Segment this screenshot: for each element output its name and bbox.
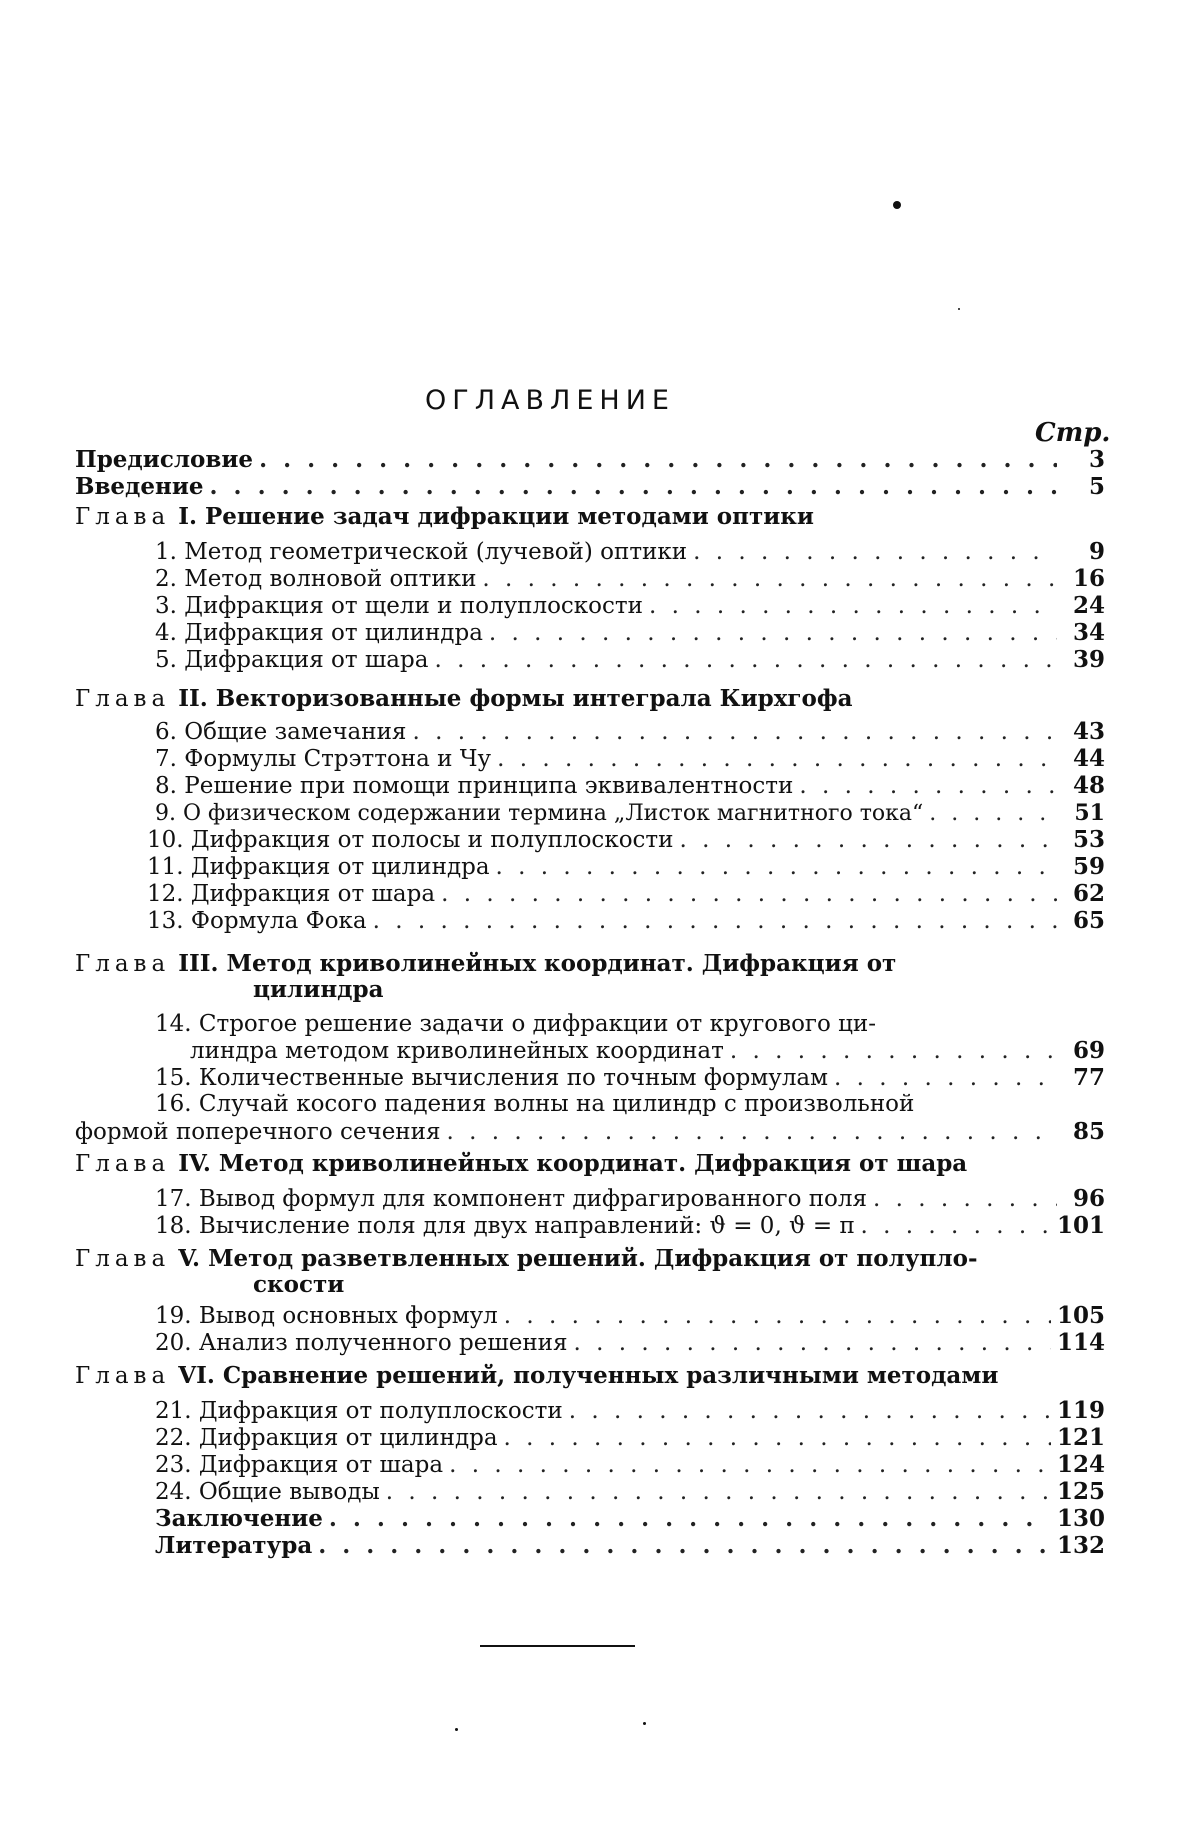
dot-leader bbox=[329, 1504, 1051, 1534]
entry-label: 8. Решение при помощи принципа эквивалентности bbox=[155, 773, 794, 799]
chapter-heading-3 bbox=[75, 950, 896, 978]
scan-speck bbox=[893, 201, 901, 209]
entry-label: 21. Дифракция от полуплоскости bbox=[155, 1398, 563, 1424]
entry-page: 124 bbox=[1056, 1451, 1105, 1478]
dot-leader bbox=[446, 1117, 1057, 1147]
toc-entry-2[interactable] bbox=[155, 564, 1105, 594]
entry-label: 20. Анализ полученного решения bbox=[155, 1330, 568, 1356]
dot-leader bbox=[210, 472, 1057, 502]
entry-page: 44 bbox=[1072, 745, 1105, 772]
toc-entry-4[interactable] bbox=[155, 618, 1105, 648]
entry-label: 4. Дифракция от цилиндра bbox=[155, 620, 483, 646]
dot-leader bbox=[861, 1211, 1051, 1241]
toc-entry-22[interactable] bbox=[155, 1423, 1105, 1453]
chapter-heading-4 bbox=[75, 1150, 967, 1178]
chapter-title: IV. Метод криволинейных координат. Дифракция от шара bbox=[178, 1150, 968, 1177]
toc-entry-16[interactable] bbox=[75, 1117, 1105, 1147]
toc-entry-preface[interactable] bbox=[75, 445, 1105, 475]
scan-speck bbox=[455, 1728, 458, 1731]
chapter-title: I. Решение задач дифракции методами оптики bbox=[178, 503, 814, 530]
entry-label: 7. Формулы Стрэттона и Чу bbox=[155, 746, 492, 772]
entry-label: 13. Формула Фока bbox=[147, 908, 367, 934]
toc-entry-16-line1[interactable]: 16. Случай косого падения волны на цилиндр с произвольной bbox=[155, 1091, 915, 1117]
entry-page: 69 bbox=[1072, 1037, 1105, 1064]
entry-label: 5. Дифракция от шара bbox=[155, 647, 429, 673]
chapter-word: Глава bbox=[75, 1363, 171, 1389]
chapter-word: Глава bbox=[75, 1151, 171, 1177]
chapter-heading-3-cont: цилиндра bbox=[253, 976, 384, 1003]
entry-label: 19. Вывод основных формул bbox=[155, 1303, 498, 1329]
chapter-title: III. Метод криволинейных координат. Дифракция от bbox=[178, 950, 897, 977]
dot-leader bbox=[482, 564, 1057, 594]
toc-entry-10[interactable] bbox=[147, 825, 1105, 855]
toc-entry-14[interactable] bbox=[190, 1036, 1105, 1066]
dot-leader bbox=[649, 591, 1057, 621]
dot-leader bbox=[318, 1531, 1051, 1561]
toc-entry-21[interactable] bbox=[155, 1396, 1105, 1426]
entry-page: 132 bbox=[1056, 1532, 1105, 1559]
chapter-heading-2 bbox=[75, 685, 853, 713]
page-title: ОГЛАВЛЕНИЕ bbox=[425, 385, 675, 416]
entry-page: 101 bbox=[1056, 1212, 1105, 1239]
entry-page: 65 bbox=[1072, 907, 1105, 934]
dot-leader bbox=[504, 1423, 1051, 1453]
chapter-heading-5 bbox=[75, 1245, 977, 1273]
entry-label: 12. Дифракция от шара bbox=[147, 881, 436, 907]
dot-leader bbox=[730, 1036, 1057, 1066]
entry-page: 39 bbox=[1072, 646, 1105, 673]
entry-page: 51 bbox=[1074, 800, 1105, 826]
entry-label: 11. Дифракция от цилиндра bbox=[147, 854, 490, 880]
entry-page: 59 bbox=[1072, 853, 1105, 880]
entry-label: 15. Количественные вычисления по точным формулам bbox=[155, 1065, 829, 1091]
entry-label: Предисловие bbox=[75, 446, 254, 473]
entry-label: 9. О физическом содержании термина „Листок магнитного тока“ bbox=[155, 801, 924, 826]
toc-entry-24[interactable] bbox=[155, 1477, 1105, 1507]
entry-label: линдра методом криволинейных координат bbox=[190, 1038, 724, 1064]
dot-leader bbox=[569, 1396, 1051, 1426]
dot-leader bbox=[693, 537, 1057, 567]
chapter-heading-5-cont: скости bbox=[253, 1271, 345, 1298]
dot-leader bbox=[412, 717, 1057, 747]
entry-page: 114 bbox=[1056, 1329, 1105, 1356]
dot-leader bbox=[386, 1477, 1051, 1507]
toc-entry-19[interactable] bbox=[155, 1301, 1105, 1331]
chapter-heading-1 bbox=[75, 503, 814, 531]
dot-leader bbox=[496, 852, 1057, 882]
toc-entry-1[interactable] bbox=[155, 537, 1105, 567]
chapter-heading-6 bbox=[75, 1362, 998, 1390]
dot-leader bbox=[434, 645, 1057, 675]
entry-page: 53 bbox=[1072, 826, 1105, 853]
toc-entry-13[interactable] bbox=[147, 906, 1105, 936]
entry-label: 23. Дифракция от шара bbox=[155, 1452, 444, 1478]
entry-label: Литература bbox=[155, 1532, 313, 1559]
dot-leader bbox=[259, 445, 1057, 475]
entry-page: 62 bbox=[1072, 880, 1105, 907]
entry-page: 85 bbox=[1072, 1118, 1105, 1145]
entry-label: формой поперечного сечения bbox=[75, 1119, 441, 1145]
entry-page: 34 bbox=[1072, 619, 1105, 646]
entry-page: 48 bbox=[1072, 772, 1105, 799]
entry-label: 17. Вывод формул для компонент дифрагированного поля bbox=[155, 1186, 868, 1212]
dot-leader bbox=[873, 1184, 1057, 1214]
toc-entry-23[interactable] bbox=[155, 1450, 1105, 1480]
entry-page: 3 bbox=[1088, 446, 1105, 473]
entry-page: 5 bbox=[1088, 473, 1105, 500]
entry-page: 125 bbox=[1056, 1478, 1105, 1505]
chapter-word: Глава bbox=[75, 1246, 171, 1272]
dot-leader bbox=[834, 1063, 1057, 1093]
toc-entry-15[interactable] bbox=[155, 1063, 1105, 1093]
entry-page: 16 bbox=[1072, 565, 1105, 592]
entry-page: 77 bbox=[1072, 1064, 1105, 1091]
entry-label: 2. Метод волновой оптики bbox=[155, 566, 477, 592]
toc-entry-9[interactable] bbox=[155, 798, 1105, 828]
toc-entry-literature[interactable] bbox=[155, 1531, 1105, 1561]
chapter-title: II. Векторизованные формы интеграла Кирхгофа bbox=[178, 685, 853, 712]
chapter-word: Глава bbox=[75, 686, 171, 712]
dot-leader bbox=[441, 879, 1057, 909]
entry-page: 130 bbox=[1056, 1505, 1105, 1532]
toc-entry-introduction[interactable] bbox=[75, 472, 1105, 502]
dot-leader bbox=[504, 1301, 1051, 1331]
entry-label: 10. Дифракция от полосы и полуплоскости bbox=[147, 827, 674, 853]
chapter-title: VI. Сравнение решений, полученных различными методами bbox=[178, 1362, 999, 1389]
entry-page: 121 bbox=[1056, 1424, 1105, 1451]
entry-label: 24. Общие выводы bbox=[155, 1479, 380, 1505]
toc-entry-14-line1[interactable]: 14. Строгое решение задачи о дифракции от кругового ци- bbox=[155, 1011, 877, 1037]
toc-entry-8[interactable] bbox=[155, 771, 1105, 801]
dot-leader bbox=[489, 618, 1057, 648]
dot-leader bbox=[574, 1328, 1051, 1358]
scan-speck bbox=[643, 1722, 646, 1725]
dot-leader bbox=[799, 771, 1057, 801]
dot-leader bbox=[449, 1450, 1051, 1480]
entry-label: 1. Метод геометрической (лучевой) оптики bbox=[155, 539, 688, 565]
entry-label: Заключение bbox=[155, 1505, 323, 1532]
entry-label: 18. Вычисление поля для двух направлений: ϑ = 0, ϑ = π bbox=[155, 1213, 855, 1239]
entry-page: 24 bbox=[1072, 592, 1105, 619]
toc-entry-3[interactable] bbox=[155, 591, 1105, 621]
entry-page: 105 bbox=[1056, 1302, 1105, 1329]
toc-entry-20[interactable] bbox=[155, 1328, 1105, 1358]
dot-leader bbox=[373, 906, 1057, 936]
toc-entry-6[interactable] bbox=[155, 717, 1105, 747]
chapter-word: Глава bbox=[75, 504, 171, 530]
toc-entry-11[interactable] bbox=[147, 852, 1105, 882]
dot-leader bbox=[497, 744, 1057, 774]
entry-page: 43 bbox=[1072, 718, 1105, 745]
toc-entry-18[interactable] bbox=[155, 1211, 1105, 1241]
chapter-title: V. Метод разветвленных решений. Дифракция от полупло- bbox=[178, 1245, 978, 1272]
page-column-header: Стр. bbox=[1035, 418, 1111, 448]
entry-page: 9 bbox=[1088, 538, 1105, 565]
ornamental-rule bbox=[480, 1645, 635, 1647]
entry-label: Введение bbox=[75, 473, 204, 500]
entry-page: 119 bbox=[1056, 1397, 1105, 1424]
toc-entry-7[interactable] bbox=[155, 744, 1105, 774]
entry-label: 3. Дифракция от щели и полуплоскости bbox=[155, 593, 643, 619]
toc-entry-5[interactable] bbox=[155, 645, 1105, 675]
entry-page: 96 bbox=[1072, 1185, 1105, 1212]
entry-label: 22. Дифракция от цилиндра bbox=[155, 1425, 498, 1451]
dot-leader bbox=[679, 825, 1057, 855]
toc-entry-12[interactable] bbox=[147, 879, 1105, 909]
toc-entry-17[interactable] bbox=[155, 1184, 1105, 1214]
entry-label: 6. Общие замечания bbox=[155, 719, 407, 745]
chapter-word: Глава bbox=[75, 951, 171, 977]
scan-speck bbox=[958, 308, 960, 310]
toc-entry-conclusion[interactable] bbox=[155, 1504, 1105, 1534]
